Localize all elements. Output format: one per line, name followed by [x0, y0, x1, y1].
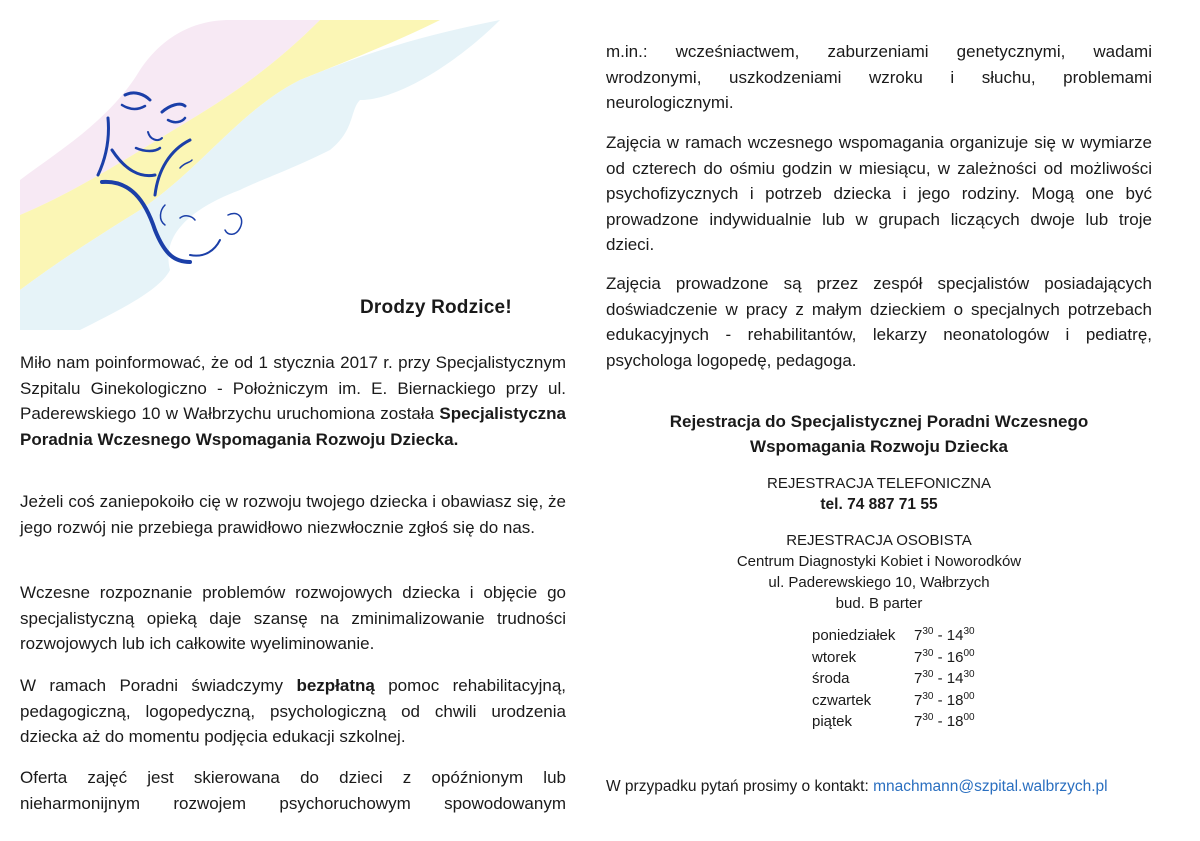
hours-row: [812, 692, 975, 714]
offer-paragraph: Oferta zajęć jest skierowana do dzieci z opóźnionym lub nieharmonijnym rozwojem psychoruchowym spowodowanym: [20, 768, 566, 813]
center-name: Centrum Diagnostyki Kobiet i Noworodków: [736, 553, 1022, 570]
hours-row: [812, 670, 975, 692]
hours-row: [812, 627, 975, 649]
greeting-title: Drodzy Rodzice!: [360, 297, 512, 318]
building: bud. B parter: [835, 595, 923, 612]
concern-paragraph: Jeżeli coś zaniepokoiło cię w rozwoju twojego dziecka i obawiasz się, że jego rozwój nie przebiega prawidłowo niezwłocznie zgłoś się do nas.: [20, 492, 566, 537]
hours-time: $7^{30} - 16^{00}$: [914, 647, 975, 666]
address: ul. Paderewskiego 10, Wałbrzych: [768, 574, 990, 591]
opening-hours-table: [812, 627, 975, 735]
mother-and-child-logo: [0, 0, 560, 330]
contact-email-link[interactable]: mnachmann@szpital.walbrzych.pl: [873, 778, 1108, 795]
phone-number[interactable]: tel. 74 887 71 55: [820, 496, 938, 513]
services-paragraph: W ramach Poradni świadczymy bezpłatną pomoc rehabilitacyjną, pedagogiczną, logopedyczną, psychologiczną od chwili urodzenia dziecka aż do momentu podjęcia edukacji szkolnej.: [20, 676, 567, 746]
hours-time: $7^{30} - 18^{00}$: [914, 690, 975, 709]
personal-registration-label: REJESTRACJA OSOBISTA: [786, 532, 972, 549]
hours-day: poniedziałek: [812, 627, 896, 644]
hours-day: czwartek: [812, 691, 872, 709]
intro-text: Miło nam poinformować, że od 1 stycznia 2017 r. przy Specjalistycznym Szpitalu Ginekologiczno - Położniczym im. E. Biernackiego przy ul. Paderewskiego 10 w Wałbrzychu uruchomiona została: [20, 353, 566, 423]
free-of-charge: bezpłatną: [296, 676, 375, 695]
hours-day: piątek: [812, 713, 853, 730]
registration-title: Rejestracja do Specjalistycznej Poradni Wczesnego Wspomagania Rozwoju Dziecka: [669, 412, 1089, 456]
contact-line: [606, 778, 1108, 796]
early-diagnosis-paragraph: Wczesne rozpoznanie problemów rozwojowych dziecka i objęcie go specjalistyczną opieką daje szansę na zminimalizowanie trudności rozwojowych lub ich całkowite wyeliminowanie.: [20, 583, 566, 653]
hours-row: [812, 649, 975, 671]
contact-label: W przypadku pytań prosimy o kontakt:: [606, 778, 874, 795]
hours-row: [812, 713, 975, 735]
hours-time: $7^{30} - 14^{30}$: [914, 626, 975, 644]
sessions-paragraph: Zajęcia w ramach wczesnego wspomagania organizuje się w wymiarze od czterech do ośmiu godzin w miesiącu, w zależności od możliwości psychofizycznych i potrzeb dziecka i jego rodziny. Mogą one być prowadzone indywidualnie lub w grupach liczących dwoje lub troje dzieci.: [606, 133, 1152, 254]
hours-time: $7^{30} - 18^{00}$: [914, 712, 975, 730]
intro-paragraph: [20, 350, 566, 452]
hours-day: wtorek: [812, 648, 857, 666]
specialists-paragraph: Zajęcia prowadzone są przez zespół specjalistów posiadających doświadczenie w pracy z małym dzieckiem o specjalnych potrzebach edukacyjnych - rehabilitantów, lekarzy neonatologów i pediatrę, psychologa logopedę, pedagoga.: [606, 274, 1152, 370]
phone-registration-label: REJESTRACJA TELEFONICZNA: [767, 475, 991, 492]
hours-time: $7^{30} - 14^{30}$: [914, 669, 975, 687]
hours-day: środa: [812, 670, 850, 687]
conditions-paragraph: m.in.: wcześniactwem, zaburzeniami genetycznymi, wadami wrodzonymi, uszkodzeniami wzroku i słuchu, problemami neurologicznymi.: [606, 42, 1152, 112]
clinic-name: Specjalistyczna Poradnia Wczesnego Wspomagania Rozwoju Dziecka.: [20, 404, 566, 449]
